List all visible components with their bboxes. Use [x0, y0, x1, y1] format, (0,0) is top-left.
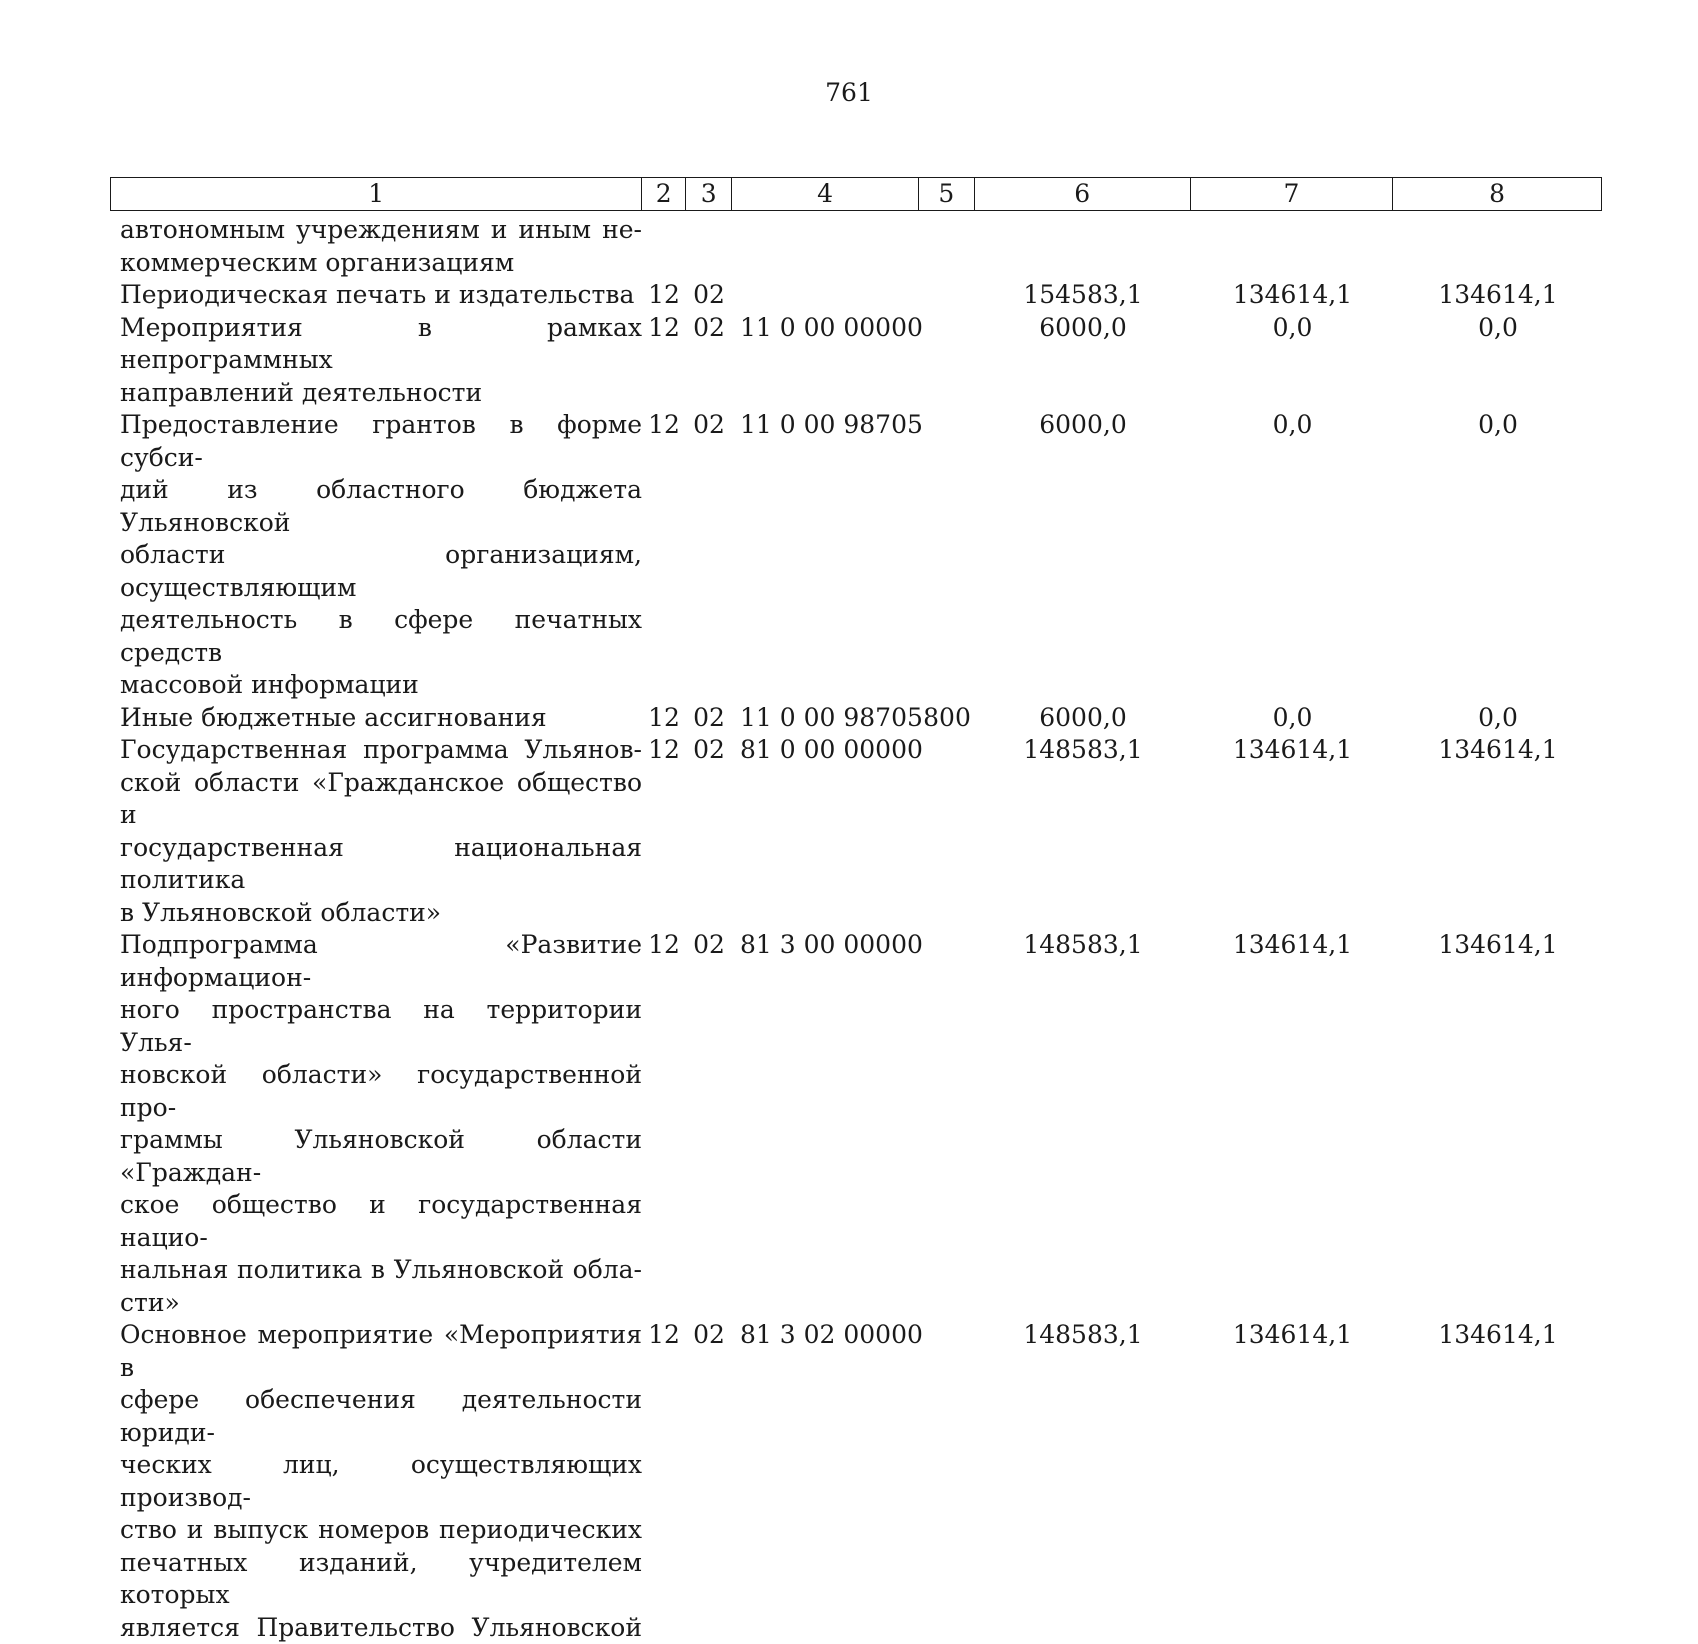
expense-type-code [919, 214, 975, 279]
description-line: автономным учреждениям и иным не- [120, 214, 642, 247]
table-row [110, 409, 1602, 702]
column-header-7: 7 [1191, 178, 1394, 210]
subsection-code: 02 [686, 409, 732, 702]
table-row [110, 734, 1602, 929]
amount-col-7: 134614,1 [1191, 1319, 1394, 1644]
table-row [110, 312, 1602, 410]
target-article-code: 81 3 00 00000 [732, 929, 919, 1319]
table-row [110, 702, 1602, 735]
table-row [110, 929, 1602, 1319]
description-line: Периодическая печать и издательства [120, 279, 642, 312]
row-description [110, 734, 642, 929]
column-header-6: 6 [975, 178, 1191, 210]
amount-col-8: 134614,1 [1394, 734, 1602, 929]
description-line: ного пространства на территории Улья- [120, 994, 642, 1059]
section-code: 12 [642, 734, 686, 929]
expense-type-code [919, 312, 975, 410]
amount-col-8 [1394, 214, 1602, 279]
description-line: Предоставление грантов в форме субси- [120, 409, 642, 474]
row-description [110, 929, 642, 1319]
amount-col-6: 148583,1 [975, 929, 1191, 1319]
column-header-1: 1 [111, 178, 642, 210]
amount-col-6: 6000,0 [975, 702, 1191, 735]
description-line: ское общество и государственная нацио- [120, 1189, 642, 1254]
table-row [110, 214, 1602, 279]
amount-col-6: 154583,1 [975, 279, 1191, 312]
subsection-code: 02 [686, 734, 732, 929]
amount-col-7 [1191, 214, 1394, 279]
target-article-code [732, 214, 919, 279]
section-code: 12 [642, 1319, 686, 1644]
description-line: деятельность в сфере печатных средств [120, 604, 642, 669]
column-header-4: 4 [732, 178, 919, 210]
column-header-8: 8 [1393, 178, 1601, 210]
amount-col-8: 0,0 [1394, 409, 1602, 702]
amount-col-7: 134614,1 [1191, 734, 1394, 929]
section-code: 12 [642, 279, 686, 312]
description-line: печатных изданий, учредителем которых [120, 1547, 642, 1612]
section-code: 12 [642, 702, 686, 735]
amount-col-7: 0,0 [1191, 409, 1394, 702]
row-description [110, 702, 642, 735]
description-line: граммы Ульяновской области «Граждан- [120, 1124, 642, 1189]
description-line: Мероприятия в рамках непрограммных [120, 312, 642, 377]
table-body [110, 214, 1602, 1644]
amount-col-8: 134614,1 [1394, 1319, 1602, 1644]
description-line: Государственная программа Ульянов- [120, 734, 642, 767]
section-code: 12 [642, 929, 686, 1319]
amount-col-8: 134614,1 [1394, 929, 1602, 1319]
subsection-code [686, 214, 732, 279]
amount-col-8: 0,0 [1394, 702, 1602, 735]
description-line: Иные бюджетные ассигнования [120, 702, 642, 735]
description-line: ство и выпуск номеров периодических [120, 1514, 642, 1547]
description-line: Подпрограмма «Развитие информацион- [120, 929, 642, 994]
description-line: ской области «Гражданское общество и [120, 767, 642, 832]
description-line: новской области» государственной про- [120, 1059, 642, 1124]
amount-col-6: 6000,0 [975, 409, 1191, 702]
amount-col-6: 148583,1 [975, 1319, 1191, 1644]
description-line: сти» [120, 1287, 642, 1320]
description-line: Основное мероприятие «Мероприятия в [120, 1319, 642, 1384]
description-line: государственная национальная политика [120, 832, 642, 897]
subsection-code: 02 [686, 279, 732, 312]
target-article-code: 81 3 02 00000 [732, 1319, 919, 1644]
section-code: 12 [642, 312, 686, 410]
amount-col-7: 134614,1 [1191, 929, 1394, 1319]
target-article-code: 11 0 00 98705 [732, 702, 919, 735]
description-line: в Ульяновской области» [120, 897, 642, 930]
column-header-3: 3 [686, 178, 732, 210]
expense-type-code: 800 [919, 702, 975, 735]
description-line: области организациям, осуществляющим [120, 539, 642, 604]
expense-type-code [919, 279, 975, 312]
description-line: коммерческим организациям [120, 247, 642, 280]
subsection-code: 02 [686, 1319, 732, 1644]
row-description [110, 214, 642, 279]
description-line: направлений деятельности [120, 377, 642, 410]
description-line: сфере обеспечения деятельности юриди- [120, 1384, 642, 1449]
amount-col-6: 6000,0 [975, 312, 1191, 410]
amount-col-8: 0,0 [1394, 312, 1602, 410]
expense-type-code [919, 409, 975, 702]
column-header-2: 2 [642, 178, 686, 210]
row-description [110, 1319, 642, 1644]
target-article-code [732, 279, 919, 312]
amount-col-6 [975, 214, 1191, 279]
expense-type-code [919, 734, 975, 929]
target-article-code: 81 0 00 00000 [732, 734, 919, 929]
description-line: массовой информации [120, 669, 642, 702]
amount-col-7: 0,0 [1191, 702, 1394, 735]
description-line: является Правительство Ульяновской [120, 1612, 642, 1644]
column-header-5: 5 [919, 178, 975, 210]
table-row [110, 1319, 1602, 1644]
expense-type-code [919, 1319, 975, 1644]
expense-type-code [919, 929, 975, 1319]
description-line: дий из областного бюджета Ульяновской [120, 474, 642, 539]
row-description [110, 409, 642, 702]
amount-col-7: 134614,1 [1191, 279, 1394, 312]
row-description [110, 279, 642, 312]
subsection-code: 02 [686, 702, 732, 735]
row-description [110, 312, 642, 410]
target-article-code: 11 0 00 00000 [732, 312, 919, 410]
section-code [642, 214, 686, 279]
page-number: 761 [0, 78, 1698, 108]
amount-col-7: 0,0 [1191, 312, 1394, 410]
target-article-code: 11 0 00 98705 [732, 409, 919, 702]
table-header [110, 177, 1602, 211]
subsection-code: 02 [686, 312, 732, 410]
description-line: ческих лиц, осуществляющих производ- [120, 1449, 642, 1514]
section-code: 12 [642, 409, 686, 702]
table-row [110, 279, 1602, 312]
amount-col-6: 148583,1 [975, 734, 1191, 929]
description-line: нальная политика в Ульяновской обла- [120, 1254, 642, 1287]
subsection-code: 02 [686, 929, 732, 1319]
amount-col-8: 134614,1 [1394, 279, 1602, 312]
